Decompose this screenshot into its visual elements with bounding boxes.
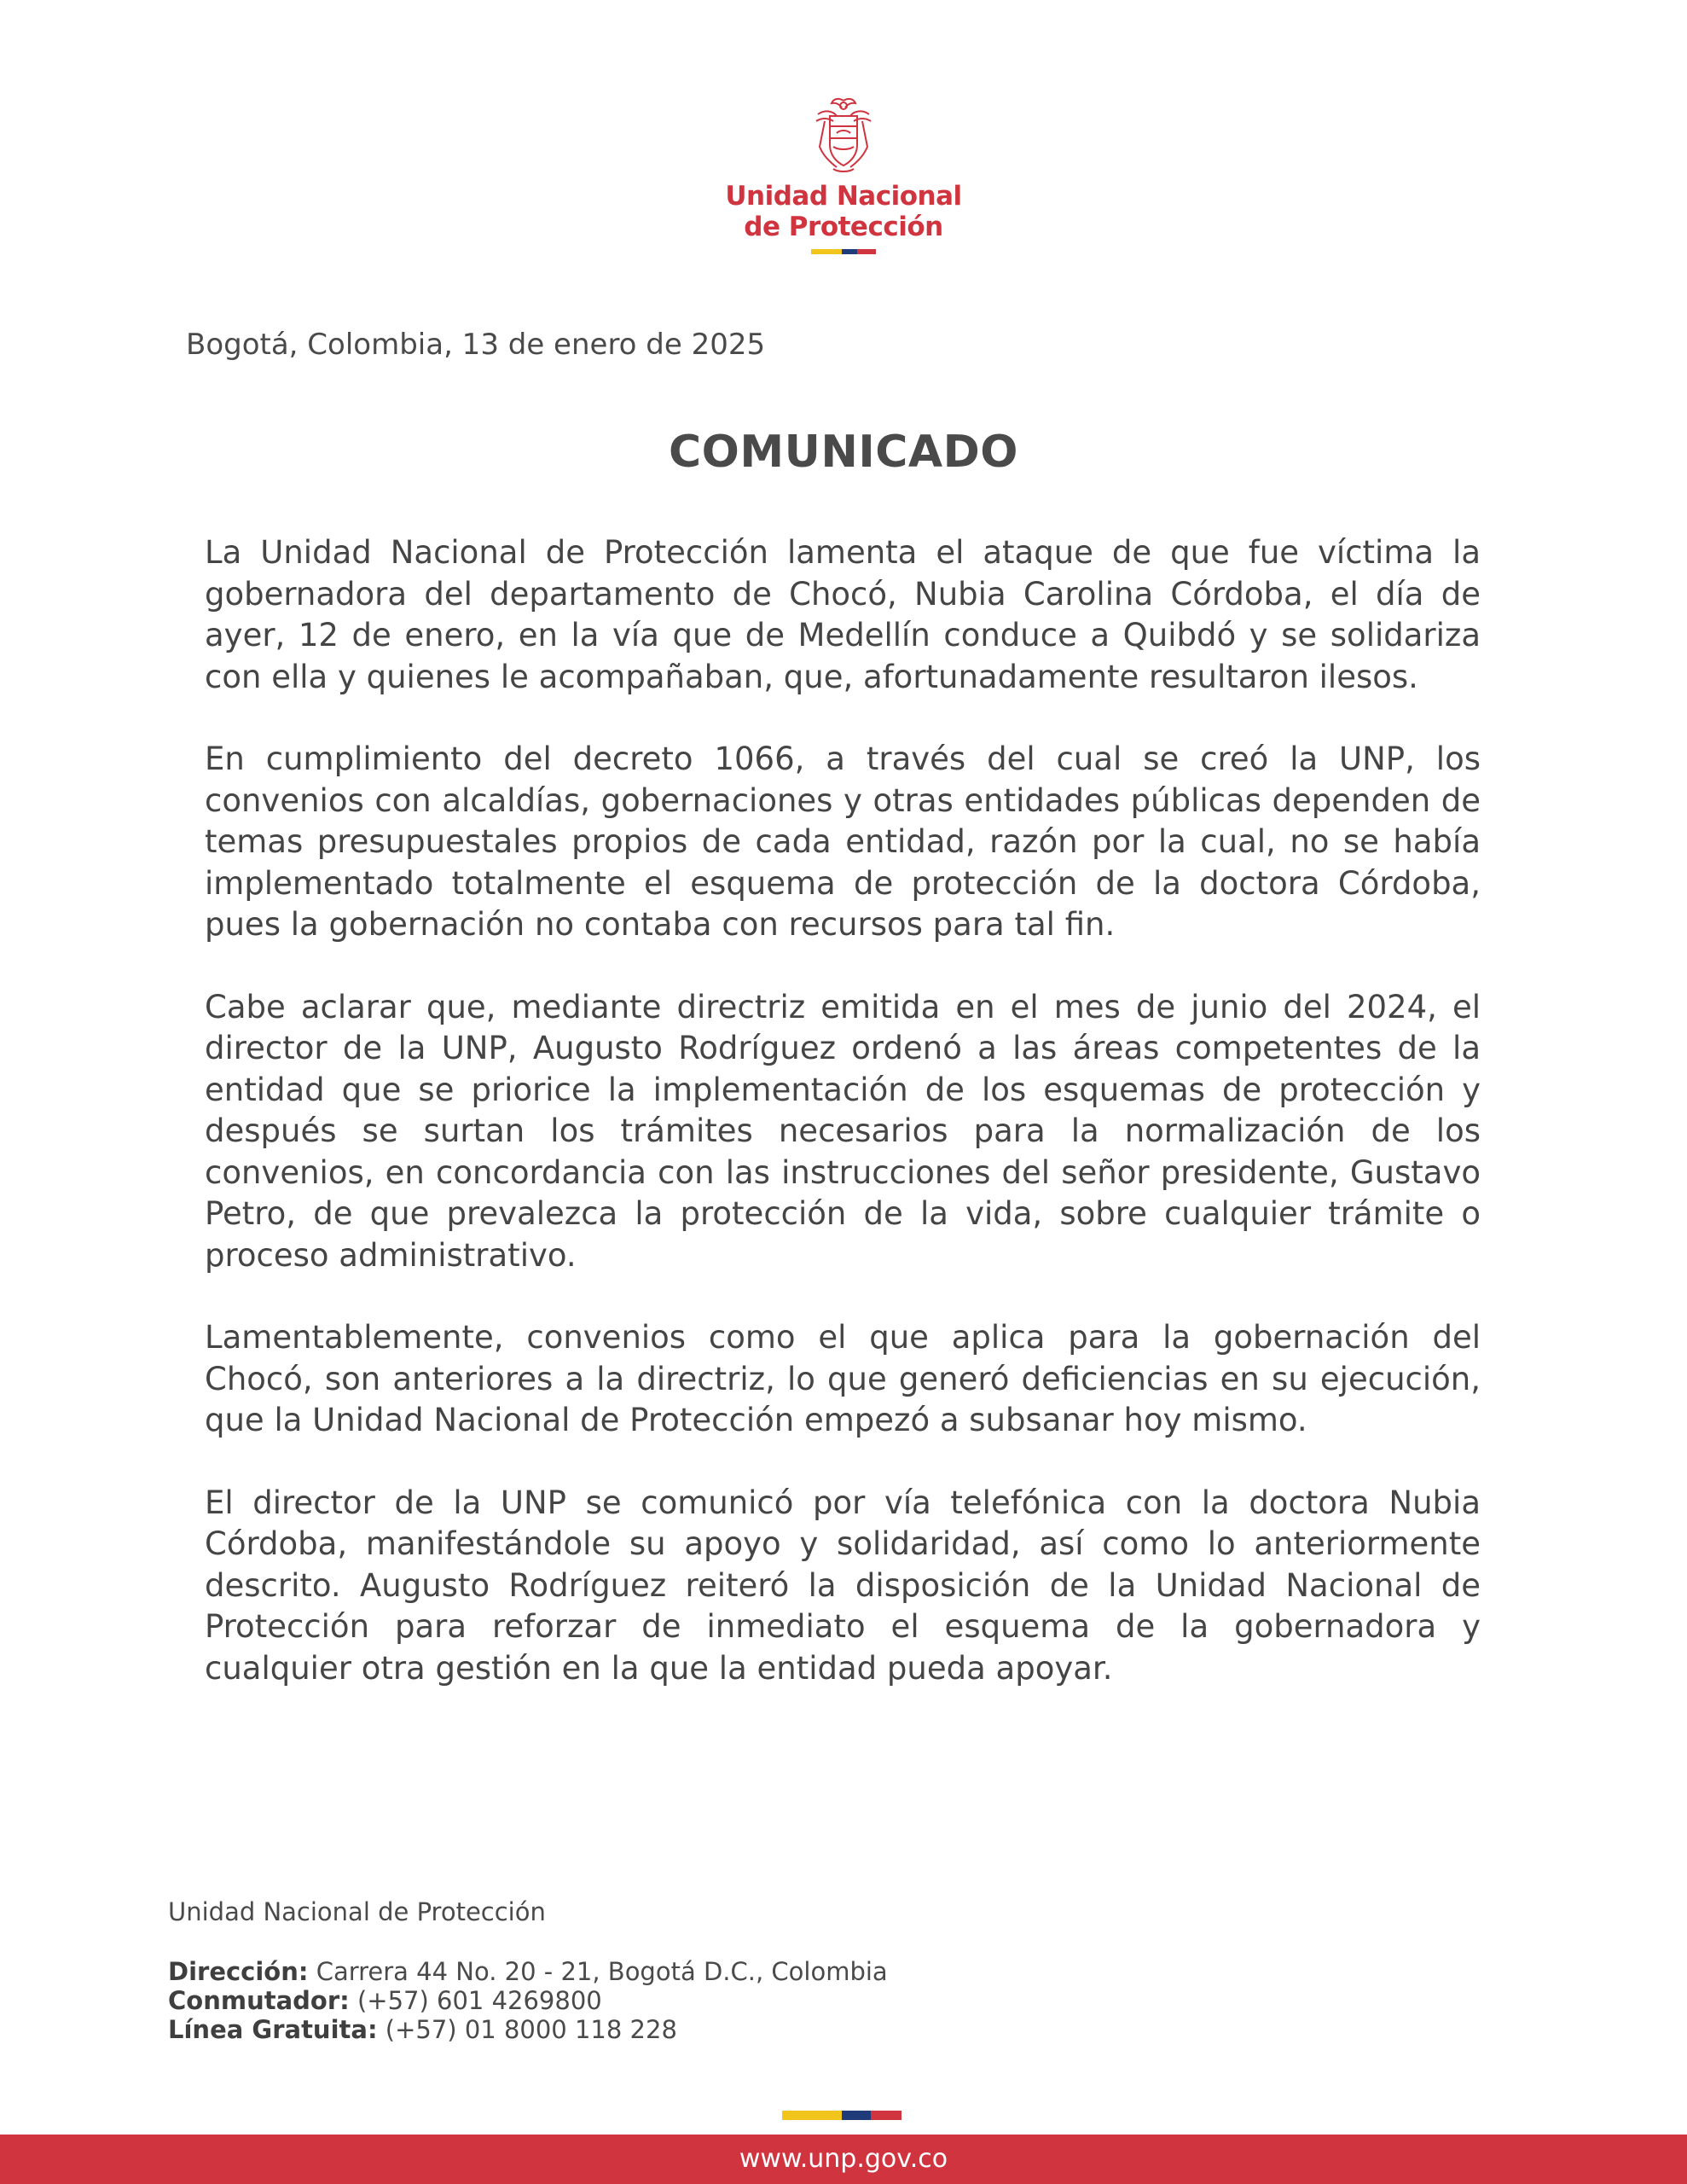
hotline-label: Línea Gratuita: [168,2015,378,2044]
address-label: Dirección: [168,1957,309,1986]
paragraph: La Unidad Nacional de Protección lamenta el ataque de que fue víctima la gobernadora del departamento de Chocó, Nubia Carolina Córdoba, el día de ayer, 12 de enero, en la vía que de Medellín conduce a Quibdó y se solidariza con ella y quienes le acompañaban, que, afortunadamente resultaron ilesos. [205,534,1481,695]
flag-stripe [0,249,1687,254]
paragraph: Cabe aclarar que, mediante directriz emitida en el mes de junio del 2024, el director de la UNP, Augusto Rodríguez ordenó a las áreas competentes de la entidad que se priorice la implementación de los esquemas de protección y después se surtan los trámites necesarios para la normalización de los convenios, en concordancia con las instrucciones del señor presidente, Gustavo Petro, de que prevalezca la protección de la vida, sobre cualquier trámite o proceso administrativo. [205,988,1481,1274]
footer-org: Unidad Nacional de Protección [168,1897,546,1926]
hotline-line [168,2015,888,2044]
unp-logo [0,96,1687,254]
switchboard-line [168,1986,888,2015]
switchboard-value: (+57) 601 4269800 [357,1986,602,2015]
address-value: Carrera 44 No. 20 - 21, Bogotá D.C., Colombia [316,1957,888,1986]
coat-of-arms-icon [808,96,879,174]
flag-blue [842,249,857,254]
paragraph: En cumplimiento del decreto 1066, a través del cual se creó la UNP, los convenios con alcaldías, gobernaciones y otras entidades públicas dependen de temas presupuestales propios de cada entidad, razón por la cual, no se había implementado totalmente el esquema de protección de la doctora Córdoba, pues la gobernación no contaba con recursos para tal fin. [205,741,1481,943]
flag-red [857,249,876,254]
switchboard-label: Conmutador: [168,1986,350,2015]
footer-flag-stripe [782,2111,901,2120]
org-name-line1: Unidad Nacional [725,181,962,212]
org-name-line2: de Protección [744,212,943,242]
document-body [205,532,1481,1730]
hotline-value: (+57) 01 8000 118 228 [385,2015,677,2044]
footer-bar [0,2135,1687,2184]
contact-info [168,1897,888,2044]
address-line [168,1957,888,1986]
website-link[interactable]: www.unp.gov.co [739,2144,948,2174]
flag-yellow [811,249,842,254]
org-name [0,181,1687,242]
paragraph: Lamentablemente, convenios como el que aplica para la gobernación del Chocó, son anteriores a la directriz, lo que generó deficiencias en su ejecución, que la Unidad Nacional de Protección empezó a subsanar hoy mismo. [205,1319,1481,1438]
document-date: Bogotá, Colombia, 13 de enero de 2025 [186,328,766,362]
flag-red [871,2111,901,2120]
paragraph: El director de la UNP se comunicó por vía telefónica con la doctora Nubia Córdoba, manifestándole su apoyo y solidaridad, así como lo anteriormente descrito. Augusto Rodríguez reiteró la disposición de la Unidad Nacional de Protección para reforzar de inmediato el esquema de la gobernadora y cualquier otra gestión en la que la entidad pueda apoyar. [205,1484,1481,1687]
flag-blue [842,2111,871,2120]
flag-yellow [782,2111,842,2120]
document-title: COMUNICADO [669,427,1018,478]
